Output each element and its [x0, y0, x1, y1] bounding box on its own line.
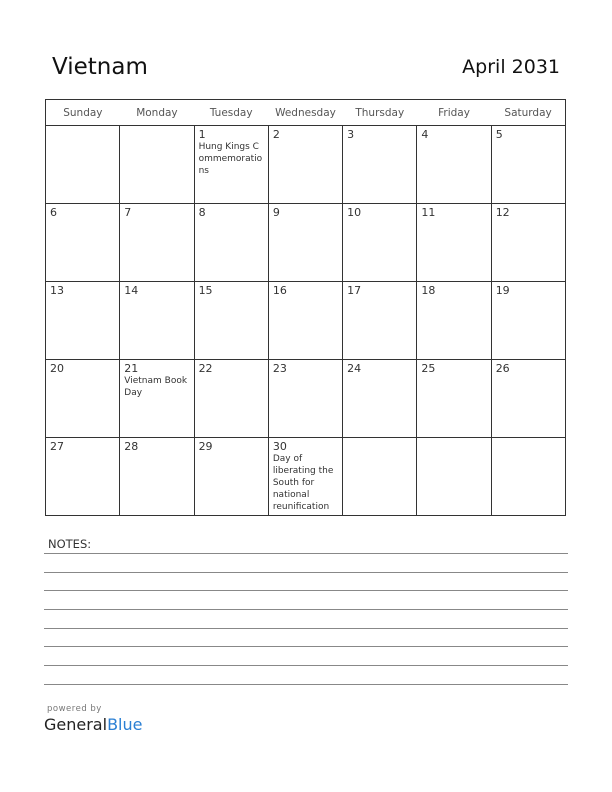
day-number: 5 [495, 128, 503, 141]
weekday-thursday: Thursday [343, 100, 417, 126]
weekday-saturday: Saturday [491, 100, 565, 126]
weekday-sunday: Sunday [46, 100, 120, 126]
day-cell [46, 204, 120, 282]
day-number: 18 [421, 284, 436, 297]
day-cell [417, 360, 491, 438]
day-cell [417, 204, 491, 282]
day-cell [343, 204, 417, 282]
day-number: 23 [272, 362, 287, 375]
day-cell [120, 438, 194, 516]
day-cell [268, 204, 342, 282]
day-number: 7 [124, 206, 132, 219]
day-cell [46, 126, 120, 204]
day-cell [268, 282, 342, 360]
day-cell [491, 282, 565, 360]
day-number: 22 [198, 362, 213, 375]
day-cell [343, 438, 417, 516]
brand-blue-text: Blue [107, 715, 143, 734]
powered-by-text: powered by [47, 704, 102, 714]
day-cell [120, 126, 194, 204]
day-number: 15 [198, 284, 213, 297]
day-number: 26 [495, 362, 510, 375]
day-cell [343, 126, 417, 204]
notes-line [44, 628, 568, 629]
day-number: 6 [50, 206, 57, 219]
day-cell [491, 126, 565, 204]
day-cell [120, 282, 194, 360]
notes-line [44, 684, 568, 685]
day-number: 28 [124, 440, 139, 453]
day-number: 12 [495, 206, 510, 219]
month-title: April 2031 [462, 56, 560, 78]
day-cell [194, 438, 268, 516]
day-number: 14 [124, 284, 139, 297]
brand-logo [44, 704, 142, 734]
day-cell [268, 360, 342, 438]
weekday-wednesday: Wednesday [268, 100, 342, 126]
brand-general-text: General [44, 715, 108, 734]
brand-name [44, 715, 142, 734]
week-row [46, 438, 566, 516]
holiday-label: Vietnam Book Day [124, 376, 188, 398]
notes-line [44, 553, 568, 554]
day-number: 17 [347, 284, 362, 297]
day-number: 29 [198, 440, 213, 453]
day-cell [417, 438, 491, 516]
day-number: 27 [50, 440, 64, 453]
week-row [46, 360, 566, 438]
weekday-friday: Friday [417, 100, 491, 126]
day-cell [46, 438, 120, 516]
notes-line [44, 665, 568, 666]
day-cell [491, 360, 565, 438]
weekday-tuesday: Tuesday [194, 100, 268, 126]
day-number: 3 [347, 128, 355, 141]
weekday-monday: Monday [120, 100, 194, 126]
day-number: 1 [198, 128, 206, 141]
notes-line [44, 609, 568, 610]
day-cell [343, 282, 417, 360]
day-number: 24 [347, 362, 362, 375]
day-number: 2 [272, 128, 280, 141]
day-cell [491, 438, 565, 516]
day-cell [417, 126, 491, 204]
day-cell [46, 360, 120, 438]
notes-line [44, 572, 568, 573]
day-number: 21 [124, 362, 139, 375]
day-number: 4 [421, 128, 429, 141]
week-row [46, 282, 566, 360]
day-number: 11 [421, 206, 436, 219]
day-cell [194, 360, 268, 438]
holiday-label: Day of liberating the South for national reunification [272, 454, 334, 512]
day-number: 25 [421, 362, 436, 375]
day-cell [120, 360, 194, 438]
day-number: 8 [198, 206, 206, 219]
week-row [46, 204, 566, 282]
day-number: 16 [272, 284, 287, 297]
day-cell [417, 282, 491, 360]
day-cell [46, 282, 120, 360]
day-number: 19 [495, 284, 510, 297]
calendar-grid [45, 99, 566, 516]
day-number: 20 [50, 362, 64, 375]
weekday-header-row [46, 100, 566, 126]
day-cell [120, 204, 194, 282]
day-cell [268, 126, 342, 204]
notes-label: NOTES: [48, 537, 92, 551]
day-cell [194, 126, 268, 204]
day-number: 10 [347, 206, 362, 219]
day-number: 13 [50, 284, 64, 297]
day-number: 30 [272, 440, 287, 453]
country-title: Vietnam [52, 54, 148, 80]
notes-line [44, 590, 568, 591]
day-cell [194, 204, 268, 282]
day-cell [268, 438, 342, 516]
day-cell [343, 360, 417, 438]
holiday-label: Hung Kings Commemorations [198, 142, 263, 176]
week-row [46, 126, 566, 204]
notes-line [44, 646, 568, 647]
day-cell [491, 204, 565, 282]
day-cell [194, 282, 268, 360]
day-number: 9 [272, 206, 280, 219]
